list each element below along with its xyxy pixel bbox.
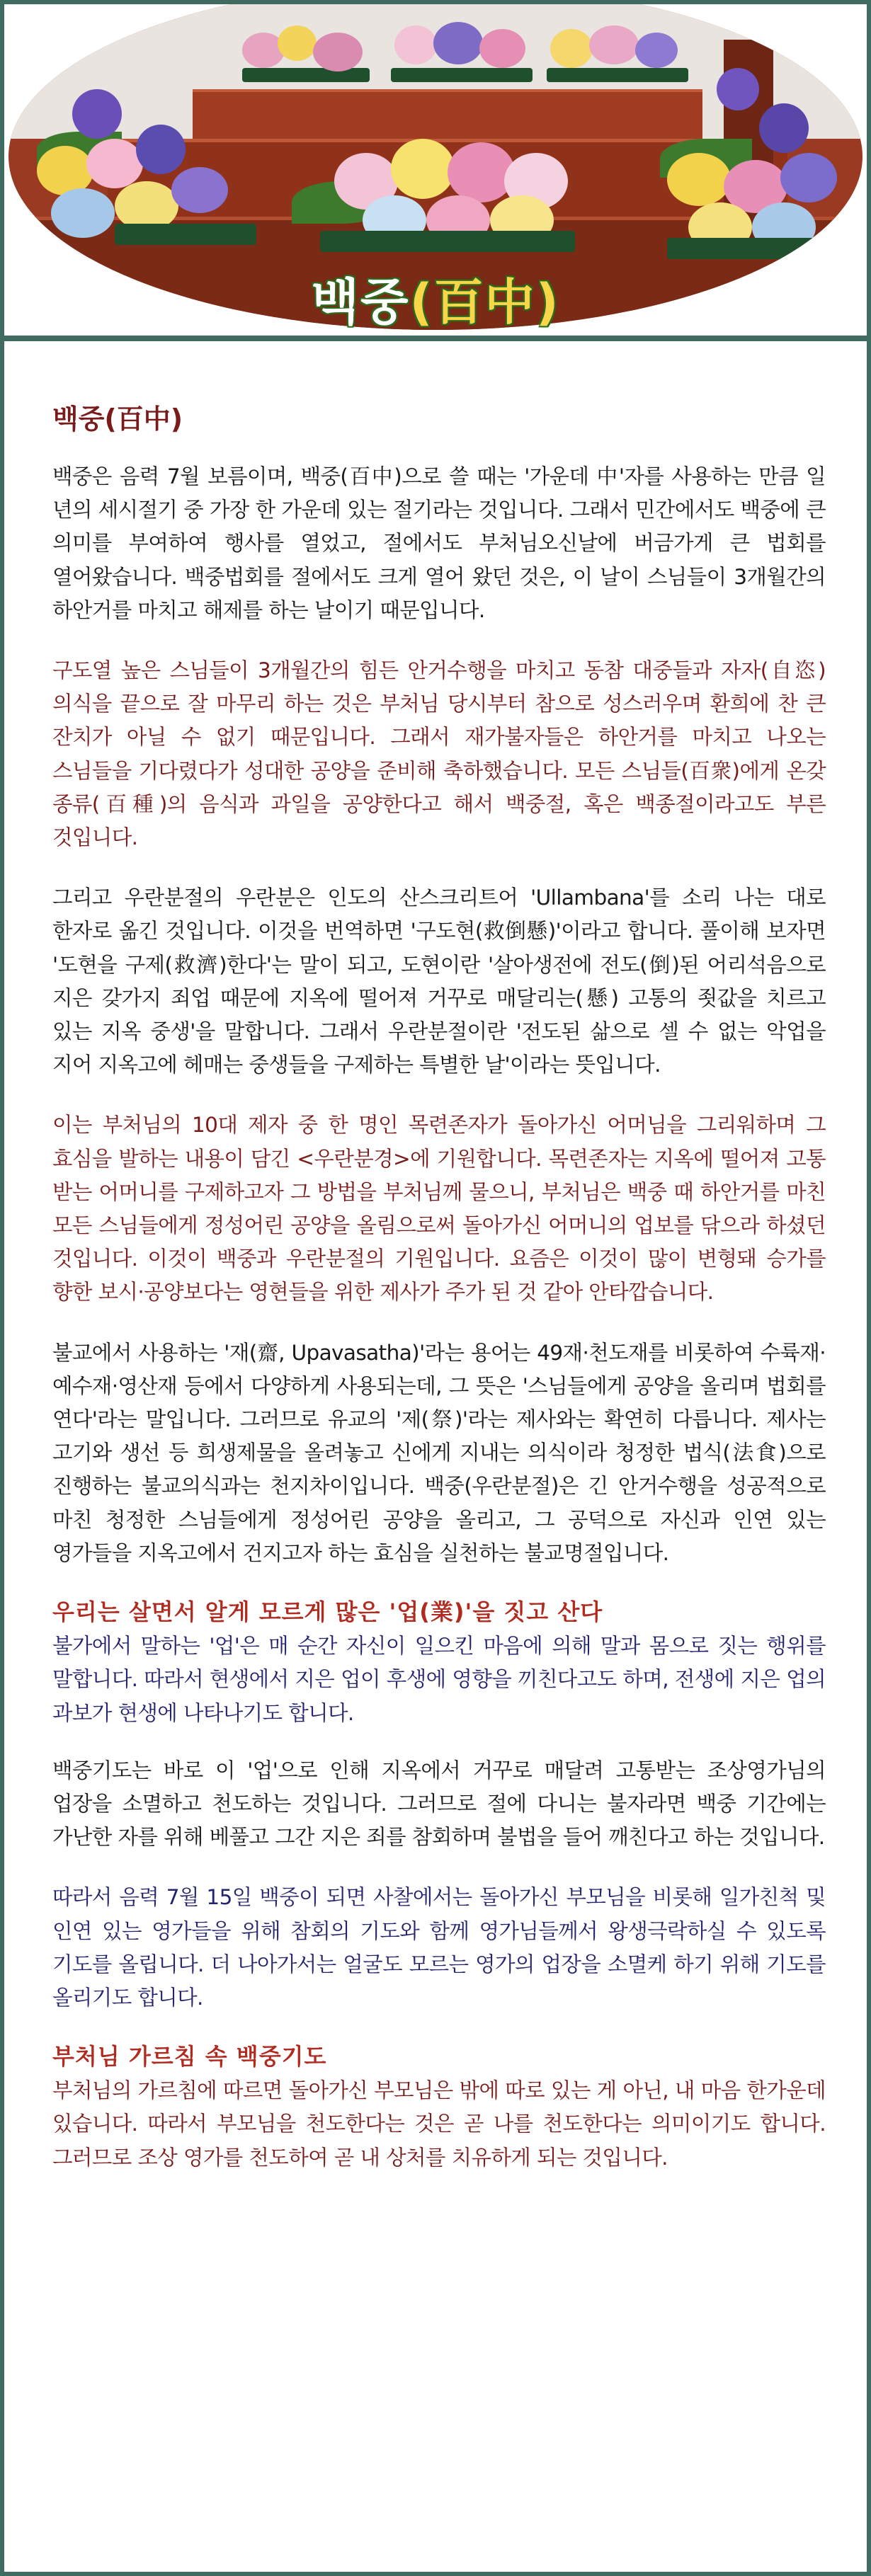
article-heading: 백중(百中): [52, 403, 183, 435]
banner-title-hangul: 백중: [311, 273, 410, 331]
paragraph-baekjung-prayer: 백중기도는 바로 이 '업'으로 인해 지옥에서 거꾸로 매달려 고통받는 조상영가님의 업장을 소멸하고 천도하는 것입니다. 그러므로 절에 다니는 불자라면 백중 기간에는 가난한 자를 위해 베풀고 그간 지은 죄를 참회하며 불법을 들어 깨친다고 하는 것입니다.: [52, 1758, 826, 1850]
paragraph-teaching: 부처님의 가르침에 따르면 돌아가신 부모님은 밖에 따로 있는 게 아닌, 내 마음 한가운데 있습니다. 따라서 부모님을 천도한다는 것은 곧 나를 천도한다는 의미이기도 합니다. 그러므로 조상 영가를 천도하여 곧 내 상처를 치유하게 되는 것입니다.: [52, 2078, 826, 2170]
subheading-karma: 우리는 살면서 알게 모르게 많은 '업(業)'을 짓고 산다: [52, 1598, 603, 1626]
paragraph-jae: 불교에서 사용하는 '재(齋, Upavasatha)'라는 용어는 49재·천도재를 비롯하여 수륙재·예수재·영산재 등에서 다양하게 사용되는데, 그 뜻은 '스님들에게 공양을 올리며 법회를 연다'라는 말입니다. 그러므로 유교의 '제(祭)'라는 제사와는 확연히 다릅니다. 제사는 고기와 생선 등 희생제물을 올려놓고 신에게 지내는 의식이라 청정한 법식(法食)으로 진행하는 불교의식과는 천지차이입니다. 백중(우란분절)은 긴 안거수행을 성공적으로 마친 청정한 스님들에게 정성어린 공양을 올리고, 그 공덕으로 자신과 인연 있는 영가들을 지옥고에서 건지고자 하는 효심을 실천하는 불교명절입니다.: [52, 1340, 826, 1565]
banner-title-kanji: (百中): [409, 273, 560, 331]
banner-title: [4, 263, 867, 334]
subheading-teaching: 부처님 가르침 속 백중기도: [52, 2043, 327, 2071]
paragraph-intro: 백중은 음력 7월 보름이며, 백중(百中)으로 쓸 때는 '가운데 中'자를 사용하는 만큼 일 년의 세시절기 중 가장 한 가운데 있는 절기라는 것입니다. 그래서 민간에서도 백중에 큰 의미를 부여하여 행사를 열었고, 절에서도 부처님오신날에 버금가게 큰 법회를 열어왔습니다. 백중법회를 절에서도 크게 열어 왔던 것은, 이 날이 스님들이 3개월간의 하안거를 마치고 해제를 하는 날이기 때문입니다.: [52, 464, 826, 622]
paragraph-jaja: 구도열 높은 스님들이 3개월간의 힘든 안거수행을 마치고 동참 대중들과 자자(自恣) 의식을 끝으로 잘 마무리 하는 것은 부처님 당시부터 참으로 성스러우며 환희에 찬 큰 잔치가 아닐 수 없기 때문입니다. 그래서 재가불자들은 하안거를 마치고 나오는 스님들을 기다렸다가 성대한 공양을 준비해 축하했습니다. 모든 스님들(百衆)에게 온갖 종류(百種)의 음식과 과일을 공양한다고 해서 백중절, 혹은 백종절이라고도 부른 것입니다.: [52, 658, 826, 850]
header-banner: [4, 4, 867, 341]
paragraph-ullambana: 그리고 우란분절의 우란분은 인도의 산스크리트어 'Ullambana'를 소리 나는 대로 한자로 옮긴 것입니다. 이것을 번역하면 '구도현(救倒懸)'이라고 합니다. 풀이해 보자면 '도현을 구제(救濟)한다'는 말이 되고, 도현이란 '살아생전에 전도(倒)된 어리석음으로 지은 갖가지 죄업 때문에 지옥에 떨어져 거꾸로 매달리는(懸) 고통의 죗값을 치르고 있는 지옥 중생'을 말합니다. 그래서 우란분절이란 '전도된 삶으로 셀 수 없는 악업을 지어 지옥고에 헤매는 중생들을 구제하는 특별한 날'이라는 뜻입니다.: [52, 886, 826, 1077]
article-body: [52, 397, 826, 2202]
paragraph-mokryeon: 이는 부처님의 10대 제자 중 한 명인 목련존자가 돌아가신 어머님을 그리워하며 그 효심을 발하는 내용이 담긴 <우란분경>에 기원합니다. 목련존자는 지옥에 떨어져 고통 받는 어머니를 구제하고자 그 방법을 부처님께 물으니, 부처님은 백중 때 하안거를 마친 모든 스님들에게 정성어린 공양을 올림으로써 돌아가신 어머니의 업보를 닦으라 하셨던 것입니다. 이것이 백중과 우란분절의 기원입니다. 요즘은 이것이 많이 변형돼 승가를 향한 보시·공양보다는 영현들을 위한 제사가 주가 된 것 같아 안타깝습니다.: [52, 1113, 826, 1305]
paragraph-karma: 불가에서 말하는 '업'은 매 순간 자신이 일으킨 마음에 의해 말과 몸으로 짓는 행위를 말합니다. 따라서 현생에서 지은 업이 후생에 영향을 끼친다고도 하며, 전생에 지은 업의 과보가 현생에 나타나기도 합니다.: [52, 1634, 826, 1725]
paragraph-ancestor-prayer: 따라서 음력 7월 15일 백중이 되면 사찰에서는 돌아가신 부모님을 비롯해 일가친척 및 인연 있는 영가들을 위해 참회의 기도와 함께 영가님들께서 왕생극락하실 수 있도록 기도를 올립니다. 더 나아가서는 얼굴도 모르는 영가의 업장을 소멸케 하기 위해 기도를 올리기도 합니다.: [52, 1885, 826, 2010]
